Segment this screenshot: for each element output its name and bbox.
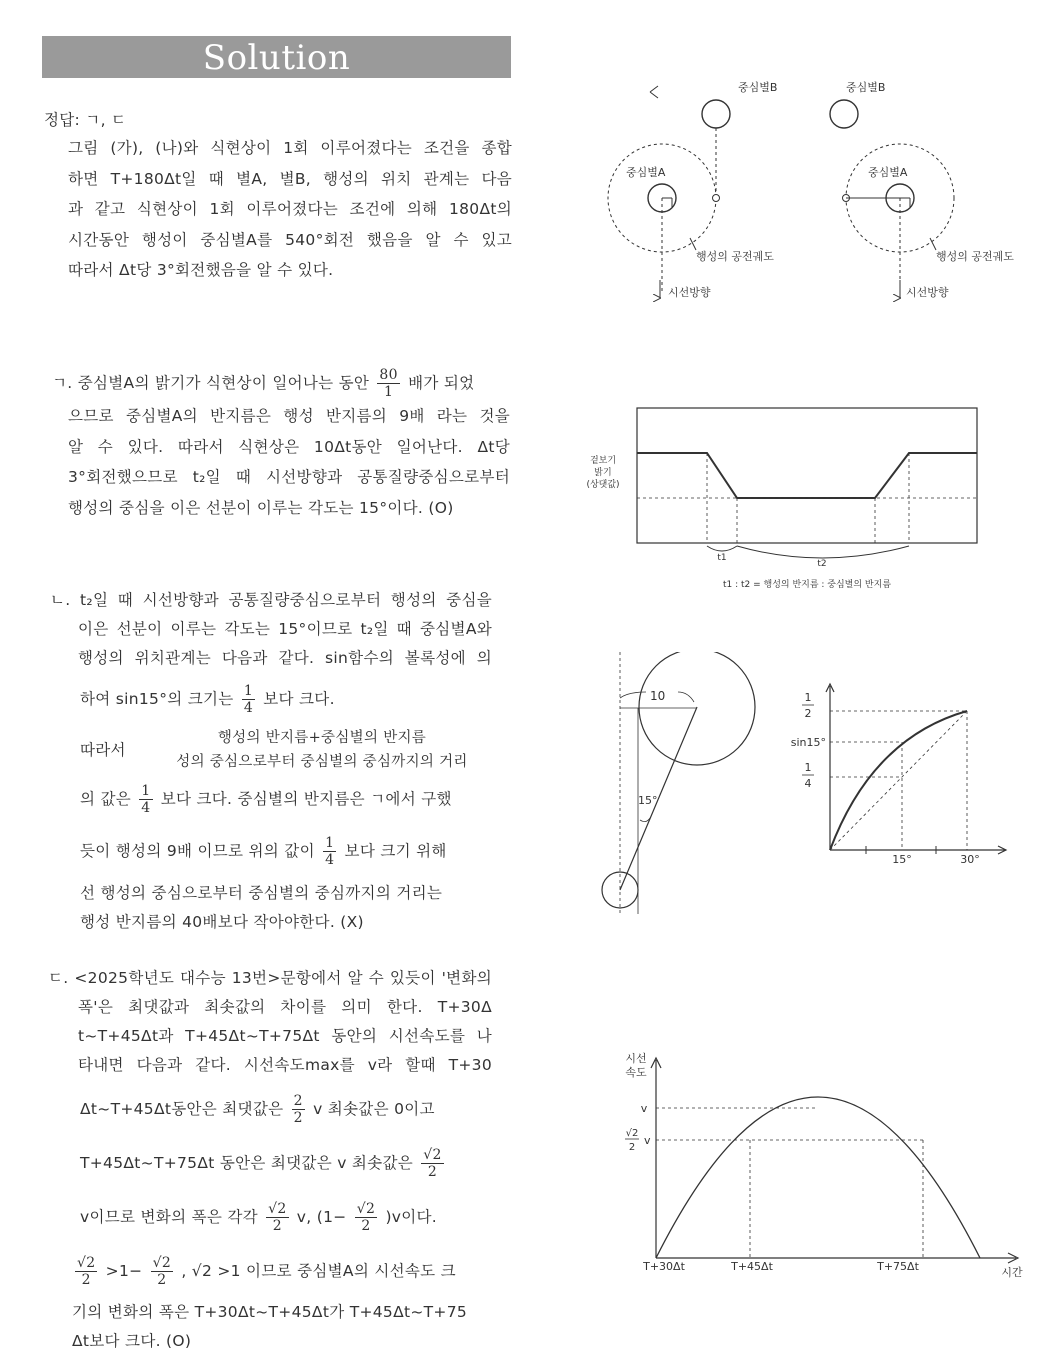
x-tick-15: 15° (892, 853, 912, 866)
ratio-denominator: 성의 중심으로부터 중심별의 중심까지의 거리 (176, 754, 468, 770)
ratio-numerator: 행성의 반지름+중심별의 반지름 (217, 730, 427, 746)
intro-line: 시간동안 행성이 중심별A를 540°회전 했음을 알 수 있고 (68, 230, 512, 249)
item-n-line: 이은 선분이 이루는 각도는 15°이므로 t₂일 때 중심별A와 (78, 620, 492, 638)
orbit-left (608, 80, 777, 299)
item-d-text: v이므로 변화의 폭은 각각 (80, 1208, 258, 1226)
orbit-diagram (600, 72, 1040, 316)
item-g-line: 3°회전했으므로 t₂일 때 시선방향과 공통질량중심으로부터 (68, 468, 510, 486)
item-d-line: 폭'은 최댓값과 최솟값의 차이를 의미 한다. T+30Δ (78, 998, 492, 1016)
light-caption: t1 : t2 = 행성의 반지름 : 중심별의 반지름 (722, 580, 892, 590)
distance-label: 10 (650, 689, 666, 703)
item-n-line: ㄴ. t₂일 때 시선방향과 공통질량중심으로부터 행성의 중심을 (50, 591, 492, 609)
item-d-text: >1− (105, 1262, 143, 1280)
item-n-line9: 행성 반지름의 40배보다 작아야한다. (X) (80, 913, 364, 931)
y-label-line: 밝기 (594, 468, 612, 478)
item-d-line: ㄷ. <2025학년도 대수능 13번>문항에서 알 수 있듯이 '변화의 (48, 969, 492, 987)
fraction-sqrt2-2: $\frac{√2}{2}$ (423, 1147, 442, 1180)
item-d-line7 (80, 1201, 437, 1234)
planet-dot (713, 195, 720, 202)
y-label-line: 시선 (625, 1052, 647, 1065)
half-num: 1 (804, 691, 812, 704)
orbit-right (830, 80, 1014, 299)
fraction-sqrt2-2: $\frac{√2}{2}$ (152, 1255, 172, 1288)
intro-line: 과 같고 식현상이 1회 이루어졌다는 조건에 의해 180Δt의 (68, 200, 512, 218)
item-n-line8: 선 행성의 중심으로부터 중심별의 중심까지의 거리는 (80, 884, 443, 902)
item-g-line: 으므로 중심별A의 반지름은 행성 반지름의 9배 라는 것을 (68, 407, 510, 425)
item-d-paragraph (48, 964, 492, 1080)
x-tick-45: T+45Δt (731, 1260, 773, 1273)
x-label: 시간 (1001, 1266, 1023, 1279)
item-d-text: v, (1− (296, 1208, 347, 1226)
velocity-curve (656, 1097, 980, 1258)
fraction-quarter: $\frac{1}{4}$ (325, 835, 335, 868)
v-suffix: v (644, 1134, 651, 1147)
item-d-line6 (80, 1147, 447, 1180)
item-n-line4 (80, 683, 335, 716)
fraction-sqrt2-2: $\frac{√2}{2}$ (356, 1201, 376, 1234)
item-g-paragraph (68, 401, 510, 523)
light-curve-frame (637, 408, 977, 543)
item-d-line5 (80, 1093, 435, 1126)
light-curve (585, 400, 1005, 604)
orbit-label: 행성의 공전궤도 (936, 250, 1014, 263)
sight-label: 시선방향 (668, 286, 711, 299)
sight-label: 시선방향 (906, 286, 949, 299)
fraction-quarter: $\frac{1}{4}$ (243, 683, 254, 716)
fraction-sqrt2-2: $\frac{√2}{2}$ (268, 1201, 287, 1234)
item-d-text: , (181, 1262, 187, 1280)
x-tick-30: T+30Δt (643, 1260, 685, 1273)
item-d-line: 타내면 다음과 같다. 시선속도max를 v라 할때 T+30 (78, 1056, 492, 1074)
item-n-text: 하여 sin15°의 크기는 (80, 690, 234, 708)
fraction-sqrt2-2: $\frac{√2}{2}$ (77, 1255, 96, 1288)
item-n-paragraph (50, 586, 492, 673)
y-label-line: 속도 (625, 1066, 647, 1079)
half-den: 2 (804, 707, 812, 720)
intro-line: 따라서 Δt당 3°회전했음을 알 수 있다. (68, 261, 334, 279)
item-d-line8 (72, 1255, 456, 1288)
sqrt2-den: 2 (628, 1142, 636, 1153)
item-d-text: √2 (191, 1262, 213, 1280)
item-d-line10: Δt보다 크다. (O) (72, 1332, 192, 1350)
x-tick-75: T+75Δt (877, 1260, 919, 1273)
item-n-text: 보다 크다. (263, 690, 335, 708)
y-label-line: 겉보기 (589, 456, 617, 466)
fraction-quarter: $\frac{1}{4}$ (141, 783, 151, 816)
item-d-line: t~T+45Δt과 T+45Δt~T+75Δt 동안의 시선속도를 나 (78, 1027, 492, 1045)
item-n-line7 (80, 835, 447, 868)
item-n-text: 의 값은 (80, 790, 132, 808)
item-g-text: 배가 되었 (408, 374, 475, 392)
item-n-line: 행성의 위치관계는 다음과 같다. sin함수의 볼록성에 의 (78, 649, 492, 667)
item-n-line6 (80, 783, 452, 816)
quarter-den: 4 (804, 777, 812, 790)
item-n-ratio-label: 따라서 (80, 741, 126, 759)
light-curve-line (637, 453, 977, 498)
geometry-diagram (598, 652, 768, 920)
chord-line (830, 711, 967, 850)
fraction-80-1: $\frac{80}{1}$ (379, 367, 398, 400)
item-d-text: Δt~T+45Δt동안은 최댓값은 (80, 1100, 284, 1118)
star-b-circle (702, 100, 730, 128)
item-d-text: )v이다. (385, 1208, 438, 1226)
item-g-line1 (52, 367, 474, 400)
item-n-text: 보다 크다. 중심별의 반지름은 ㄱ에서 구했 (160, 790, 452, 808)
item-n-text: 듯이 행성의 9배 이므로 위의 값이 (80, 842, 315, 860)
star-a-label: 중심별A (626, 166, 666, 179)
item-g-line: 알 수 있다. 따라서 식현상은 10Δt동안 일어난다. Δt당 (68, 437, 510, 456)
fraction-2-2: $\frac{2}{2}$ (293, 1093, 303, 1126)
sin15-label: sin15° (790, 736, 826, 749)
answer-line: 정답: ㄱ, ㄷ (44, 111, 127, 129)
sqrt2-num: √2 (625, 1128, 639, 1139)
velocity-graph (616, 1046, 1036, 1290)
v-label: v (640, 1102, 648, 1115)
t2-label: t2 (817, 559, 827, 569)
star-a-label: 중심별A (868, 166, 908, 179)
angle-label: 15° (638, 794, 658, 807)
sine-graph (782, 680, 1012, 874)
star-b-circle (830, 100, 858, 128)
item-n-text: 보다 크기 위해 (344, 842, 447, 860)
quarter-num: 1 (804, 761, 812, 774)
solution-banner: Solution (42, 36, 511, 78)
item-g-line: 행성의 중심을 이은 선분이 이루는 각도는 15°이다. (O) (68, 498, 454, 517)
item-d-line9: 기의 변화의 폭은 T+30Δt~T+45Δt가 T+45Δt~T+75 (72, 1303, 468, 1321)
intro-paragraph (68, 133, 512, 286)
item-d-text: T+45Δt~T+75Δt 동안은 최댓값은 v 최솟값은 (80, 1154, 413, 1172)
intro-line: 그림 (가), (나)와 식현상이 1회 이루어졌다는 조건을 종합 (68, 139, 512, 157)
x-tick-30: 30° (960, 853, 980, 866)
orbit-label: 행성의 공전궤도 (696, 250, 774, 263)
item-d-text: v 최솟값은 0이고 (313, 1100, 435, 1118)
intro-line: 하면 T+180Δt일 때 별A, 별B, 행성의 위치 관계는 다음 (68, 169, 512, 188)
star-b-label: 중심별B (846, 81, 886, 94)
item-g-text: ㄱ. 중심별A의 밝기가 식현상이 일어나는 동안 (52, 374, 370, 392)
t1-label: t1 (717, 553, 727, 563)
star-b-label: 중심별B (738, 81, 778, 94)
y-label-line: (상댓값) (586, 480, 620, 490)
item-d-text: >1 이므로 중심별A의 시선속도 크 (217, 1262, 456, 1280)
